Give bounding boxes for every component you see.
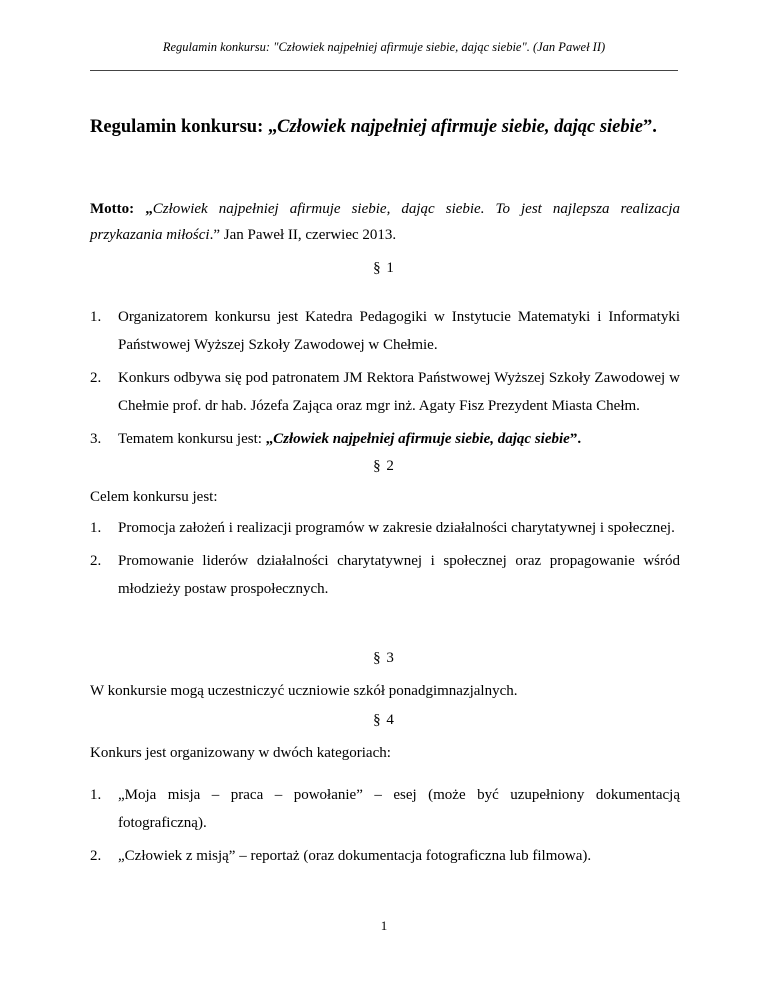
list-item <box>90 303 680 359</box>
running-header: Regulamin konkursu: "Człowiek najpełniej afirmuje siebie, dając siebie". (Jan Paweł II) <box>162 40 606 54</box>
motto-quote: Człowiek najpełniej afirmuje siebie, dając siebie. To jest najlepsza realizacja przykazania miłości <box>90 201 680 243</box>
list-item <box>90 425 680 453</box>
title-prefix: Regulamin konkursu: <box>90 117 268 137</box>
item-text: Promocja założeń i realizacji programów w zakresie działalności charytatywnej i społecznej. <box>118 520 675 536</box>
section-2-list <box>90 514 680 608</box>
item-text: Promowanie liderów działalności charytatywnej i społecznej oraz propagowanie wśród młodzieży postaw prospołecznych. <box>118 553 680 597</box>
list-item <box>90 842 680 870</box>
item-text: Konkurs odbywa się pod patronatem JM Rektora Państwowej Wyższej Szkoły Zawodowej w Chełmie prof. dr hab. Józefa Zająca oraz mgr inż. Agaty Fisz Prezydent Miasta Chełm. <box>118 370 680 414</box>
motto-open-quote: „ <box>145 201 153 217</box>
item-number: 2. <box>90 553 102 569</box>
section-2-intro: Celem konkursu jest: <box>90 489 218 505</box>
section-1-list <box>90 303 680 458</box>
theme-text: Człowiek najpełniej afirmuje siebie, dając siebie <box>273 431 570 447</box>
motto-tail: .” Jan Paweł II, czerwiec 2013. <box>209 227 397 243</box>
title-open-quote: „ <box>267 117 278 137</box>
motto-paragraph <box>90 196 680 248</box>
theme-prefix: Tematem konkursu jest: <box>118 431 266 447</box>
header-divider <box>90 70 678 71</box>
section-mark-2: § 2 <box>373 458 395 474</box>
item-text: Organizatorem konkursu jest Katedra Pedagogiki w Instytucie Matematyki i Informatyki Państwowej Wyższej Szkoły Zawodowej w Chełmie. <box>118 309 680 353</box>
list-item <box>90 514 680 542</box>
item-number: 2. <box>90 848 102 864</box>
section-4-intro: Konkurs jest organizowany w dwóch kategoriach: <box>90 745 391 761</box>
item-number: 1. <box>90 520 102 536</box>
item-number: 3. <box>90 431 102 447</box>
item-number: 2. <box>90 370 102 386</box>
theme-close: ”. <box>569 431 582 447</box>
title-close: ”. <box>642 117 657 137</box>
item-text <box>118 425 680 453</box>
motto-label: Motto: <box>90 201 146 217</box>
list-item <box>90 547 680 603</box>
item-text: „Moja misja – praca – powołanie” – esej (może być uzupełniony dokumentacją fotograficzną). <box>118 787 680 831</box>
document-title <box>90 117 657 138</box>
list-item <box>90 781 680 837</box>
section-mark-1: § 1 <box>373 260 395 276</box>
item-number: 1. <box>90 309 102 325</box>
section-4-list <box>90 781 680 875</box>
section-3-text: W konkursie mogą uczestniczyć uczniowie szkół ponadgimnazjalnych. <box>90 683 518 699</box>
theme-open-quote: „ <box>265 431 274 447</box>
section-mark-3: § 3 <box>373 650 395 666</box>
list-item <box>90 364 680 420</box>
page-number: 1 <box>380 918 388 933</box>
item-text: „Człowiek z misją” – reportaż (oraz dokumentacja fotograficzna lub filmowa). <box>118 848 592 864</box>
section-mark-4: § 4 <box>373 712 395 728</box>
title-quoted: Człowiek najpełniej afirmuje siebie, dając siebie <box>277 117 643 137</box>
item-number: 1. <box>90 787 102 803</box>
